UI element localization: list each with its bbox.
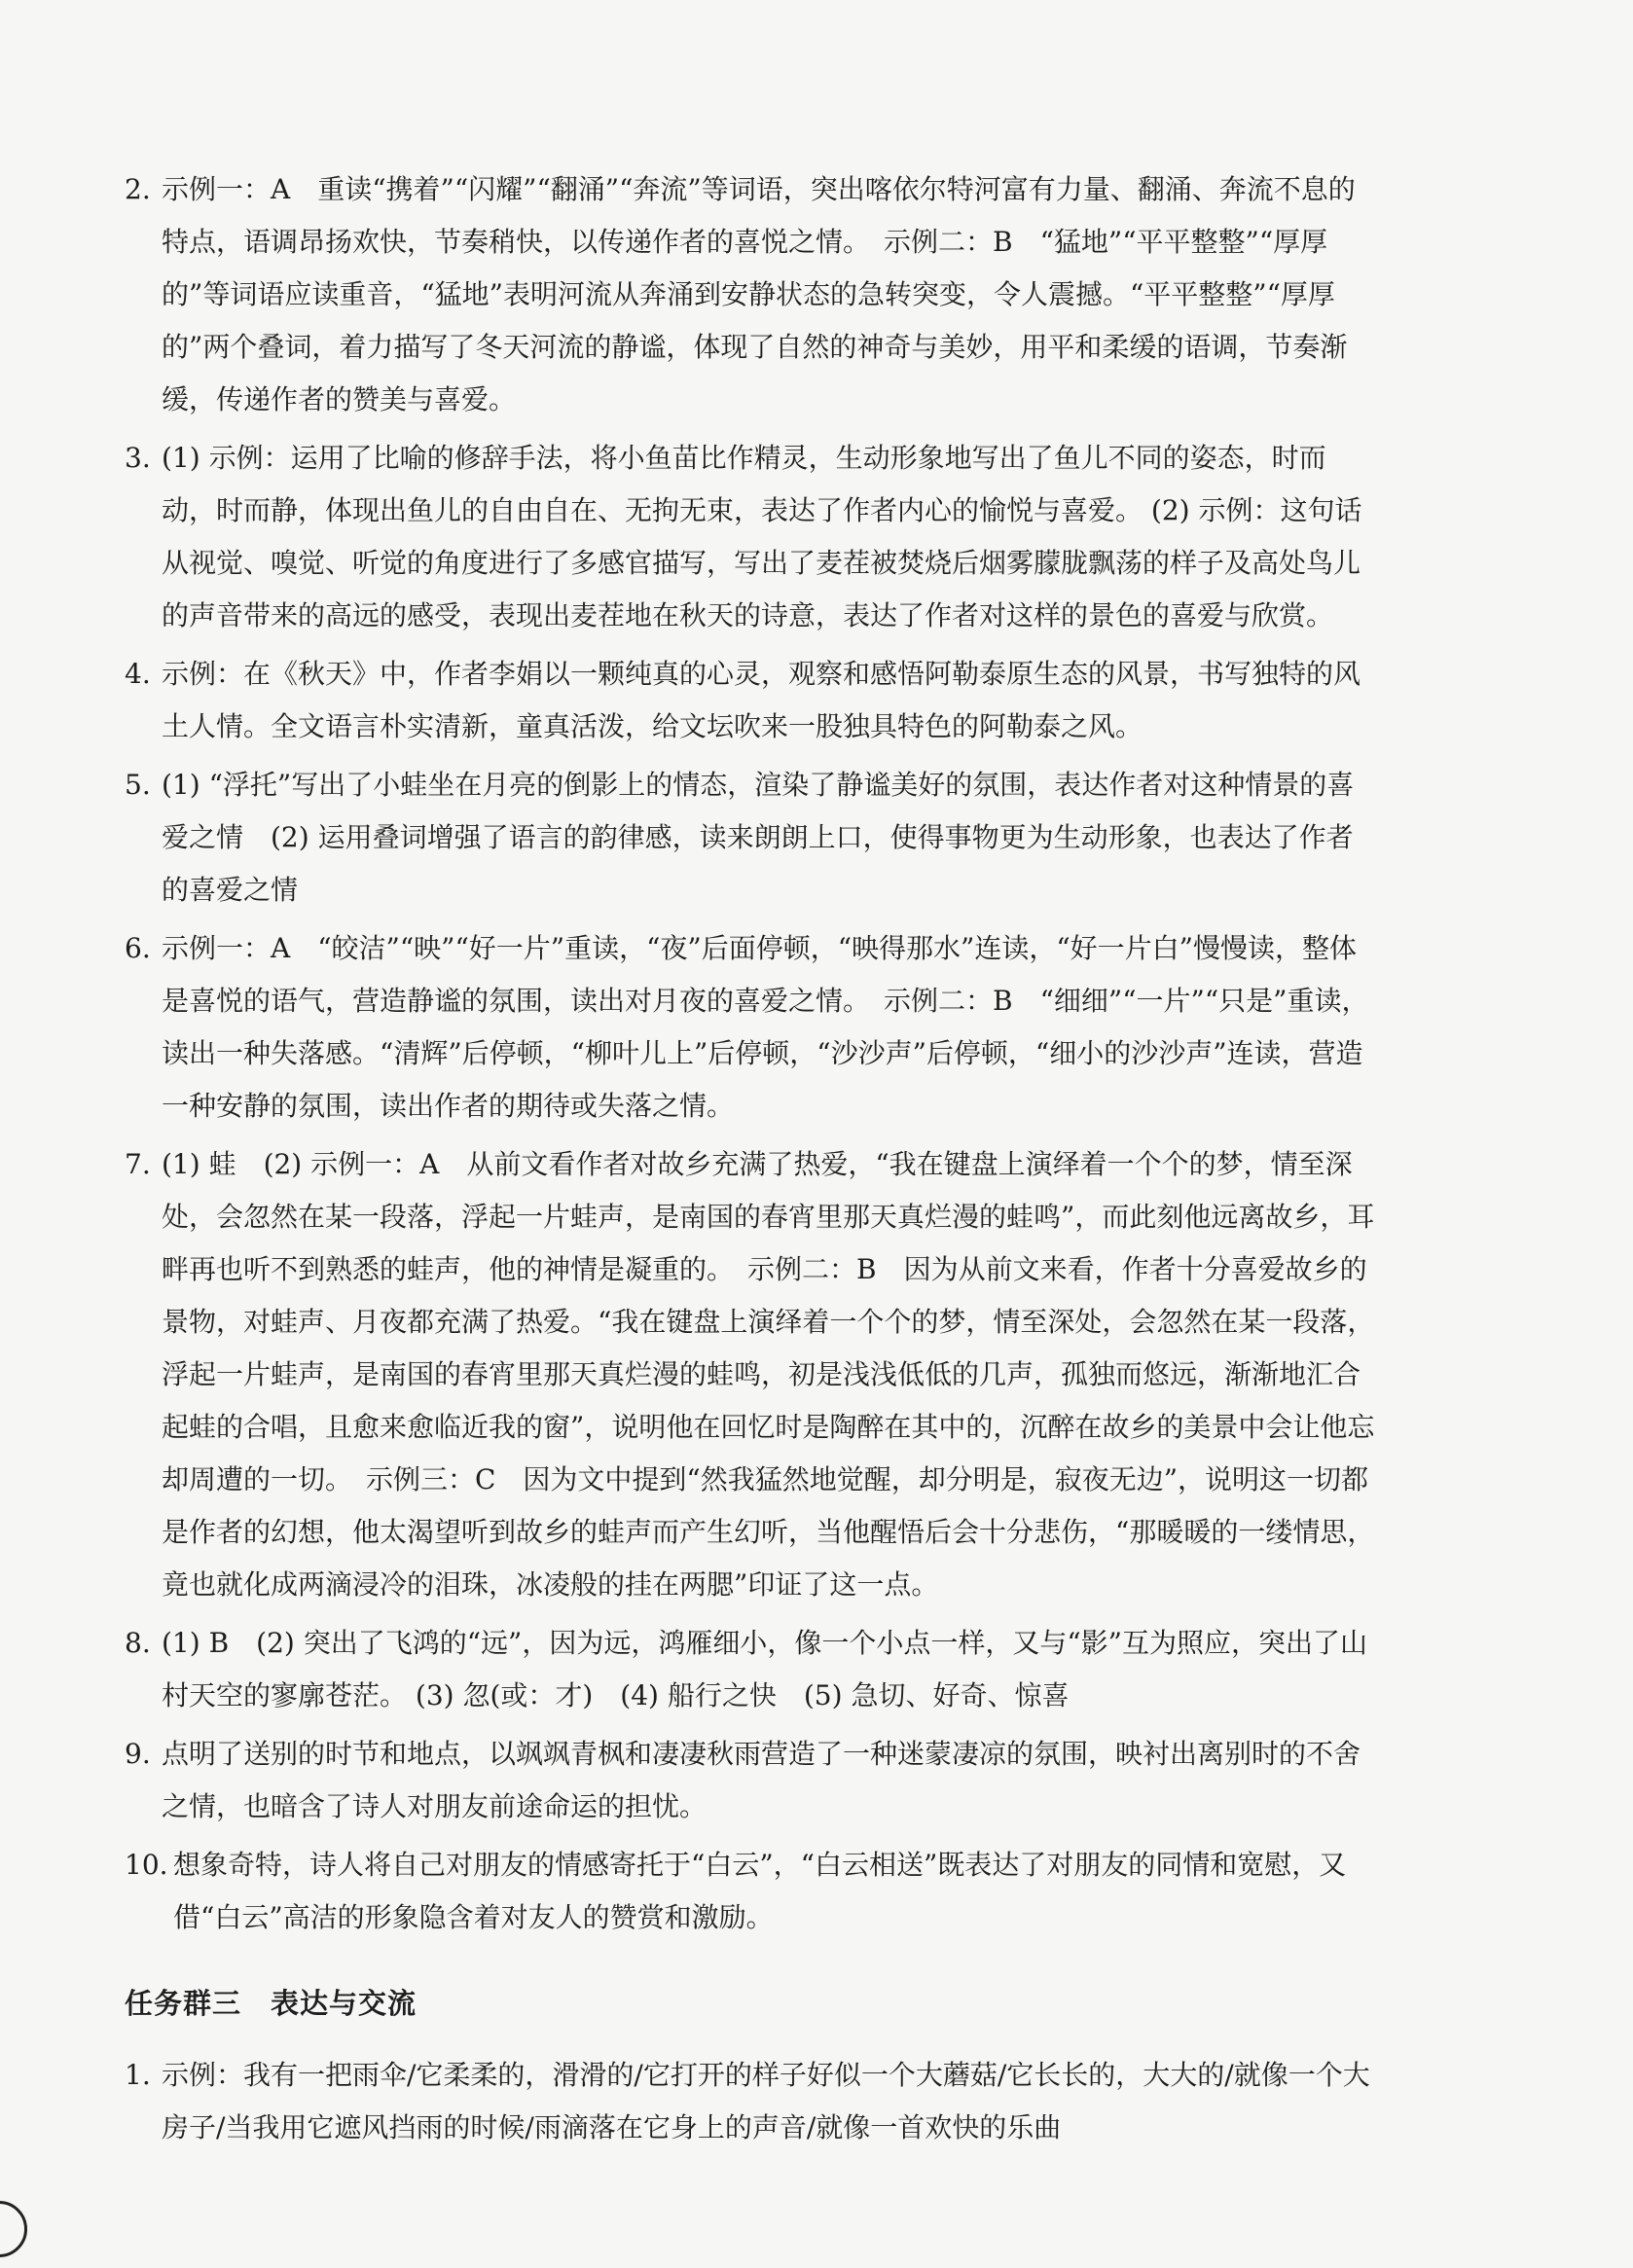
item-text: 想象奇特，诗人将自己对朋友的情感寄托于“白云”，“白云相送”既表达了对朋友的同情和宽慰，又借“白云”高洁的形象隐含着对友人的赞赏和激励。 <box>173 1849 1347 1933</box>
answer-item-10 <box>125 1839 1380 1944</box>
item-text: (1) 示例：运用了比喻的修辞手法，将小鱼苗比作精灵，生动形象地写出了鱼儿不同的姿态，时而动，时而静，体现出鱼儿的自由自在、无拘无束，表达了作者内心的愉悦与喜爱。 (2) 示例：这句话从视觉、嗅觉、听觉的角度进行了多感官描写，写出了麦茬被焚烧后烟雾朦胧飘荡的样子及高处鸟儿的声音带来的高远的感受，表现出麦茬地在秋天的诗意，表达了作者对这样的景色的喜爱与欣赏。 <box>162 442 1362 631</box>
answer-content <box>125 163 1380 2160</box>
item-text: (1) “浮托”写出了小蛙坐在月亮的倒影上的情态，渲染了静谧美好的氛围，表达作者对这种情景的喜爱之情 (2) 运用叠词增强了语言的韵律感，读来朗朗上口，使得事物更为生动形象，也表达了作者的喜爱之情 <box>162 769 1355 906</box>
item-text: (1) B (2) 突出了飞鸿的“远”，因为远，鸿雁细小，像一个小点一样，又与“影”互为照应，突出了山村天空的寥廓苍茫。 (3) 忽(或：才) (4) 船行之快 (5) 急切、好奇、惊喜 <box>162 1627 1367 1711</box>
answer-item-9 <box>125 1728 1380 1833</box>
item-number: 1. <box>125 2059 151 2091</box>
item-number: 2. <box>125 173 151 205</box>
item-number: 8. <box>125 1627 151 1659</box>
answer-item-5 <box>125 759 1380 917</box>
answer-item-1 <box>125 2049 1380 2154</box>
answer-item-8 <box>125 1617 1380 1722</box>
answer-item-7 <box>125 1138 1380 1611</box>
item-number: 9. <box>125 1738 151 1770</box>
item-text: 示例：在《秋天》中，作者李娟以一颗纯真的心灵，观察和感悟阿勒泰原生态的风景，书写独特的风土人情。全文语言朴实清新，童真活泼，给文坛吹来一股独具特色的阿勒泰之风。 <box>162 658 1361 742</box>
item-text: 示例：我有一把雨伞/它柔柔的，滑滑的/它打开的样子好似一个大蘑菇/它长长的，大大的/就像一个大房子/当我用它遮风挡雨的时候/雨滴落在它身上的声音/就像一首欢快的乐曲 <box>162 2059 1370 2143</box>
item-text: 示例一：A 重读“携着”“闪耀”“翻涌”“奔流”等词语，突出喀依尔特河富有力量、翻涌、奔流不息的特点，语调昂扬欢快，节奏稍快，以传递作者的喜悦之情。 示例二：B “猛地”“平平整整”“厚厚的”等词语应读重音，“猛地”表明河流从奔涌到安静状态的急转突变，令人震撼。“平平整整”“厚厚的”两个叠词，着力描写了冬天河流的静谧，体现了自然的神奇与美妙，用平和柔缓的语调，节奏渐缓，传递作者的赞美与喜爱。 <box>162 173 1356 415</box>
page-number-tab <box>0 2201 27 2257</box>
item-number: 3. <box>125 442 151 474</box>
answer-item-3 <box>125 432 1380 642</box>
item-number: 6. <box>125 932 151 964</box>
item-number: 4. <box>125 658 151 690</box>
item-text: 示例一：A “皎洁”“映”“好一片”重读，“夜”后面停顿，“映得那水”连读，“好一片白”慢慢读，整体是喜悦的语气，营造静谧的氛围，读出对月夜的喜爱之情。 示例二：B “细细”“一片”“只是”重读，读出一种失落感。“清辉”后停顿，“柳叶儿上”后停顿，“沙沙声”后停顿，“细小的沙沙声”连读，营造一种安静的氛围，读出作者的期待或失落之情。 <box>162 932 1369 1122</box>
item-number: 7. <box>125 1148 151 1180</box>
item-number: 5. <box>125 769 151 801</box>
section-title: 任务群三 表达与交流 <box>125 1987 417 2020</box>
answer-item-6 <box>125 922 1380 1133</box>
item-text: 点明了送别的时节和地点，以飒飒青枫和凄凄秋雨营造了一种迷蒙凄凉的氛围，映衬出离别时的不舍之情，也暗含了诗人对朋友前途命运的担忧。 <box>162 1738 1361 1822</box>
item-number: 10. <box>125 1849 168 1881</box>
answer-item-4 <box>125 648 1380 753</box>
item-text: (1) 蛙 (2) 示例一：A 从前文看作者对故乡充满了热爱，“我在键盘上演绎着一个个的梦，情至深处，会忽然在某一段落，浮起一片蛙声，是南国的春宵里那天真烂漫的蛙鸣”，而此刻他远离故乡，耳畔再也听不到熟悉的蛙声，他的神情是凝重的。 示例二：B 因为从前文来看，作者十分喜爱故乡的景物，对蛙声、月夜都充满了热爱。“我在键盘上演绎着一个个的梦，情至深处，会忽然在某一段落，浮起一片蛙声，是南国的春宵里那天真烂漫的蛙鸣，初是浅浅低低的几声，孤独而悠远，渐渐地汇合起蛙的合唱，且愈来愈临近我的窗”，说明他在回忆时是陶醉在其中的，沉醉在故乡的美景中会让他忘却周遭的一切。 示例三：C 因为文中提到“然我猛然地觉醒，却分明是，寂夜无边”，说明这一切都是作者的幻想，他太渴望听到故乡的蛙声而产生幻听，当他醒悟后会十分悲伤，“那暖暖的一缕情思，竟也就化成两滴浸冷的泪珠，冰凌般的挂在两腮”印证了这一点。 <box>162 1148 1375 1601</box>
answer-item-2 <box>125 163 1380 426</box>
